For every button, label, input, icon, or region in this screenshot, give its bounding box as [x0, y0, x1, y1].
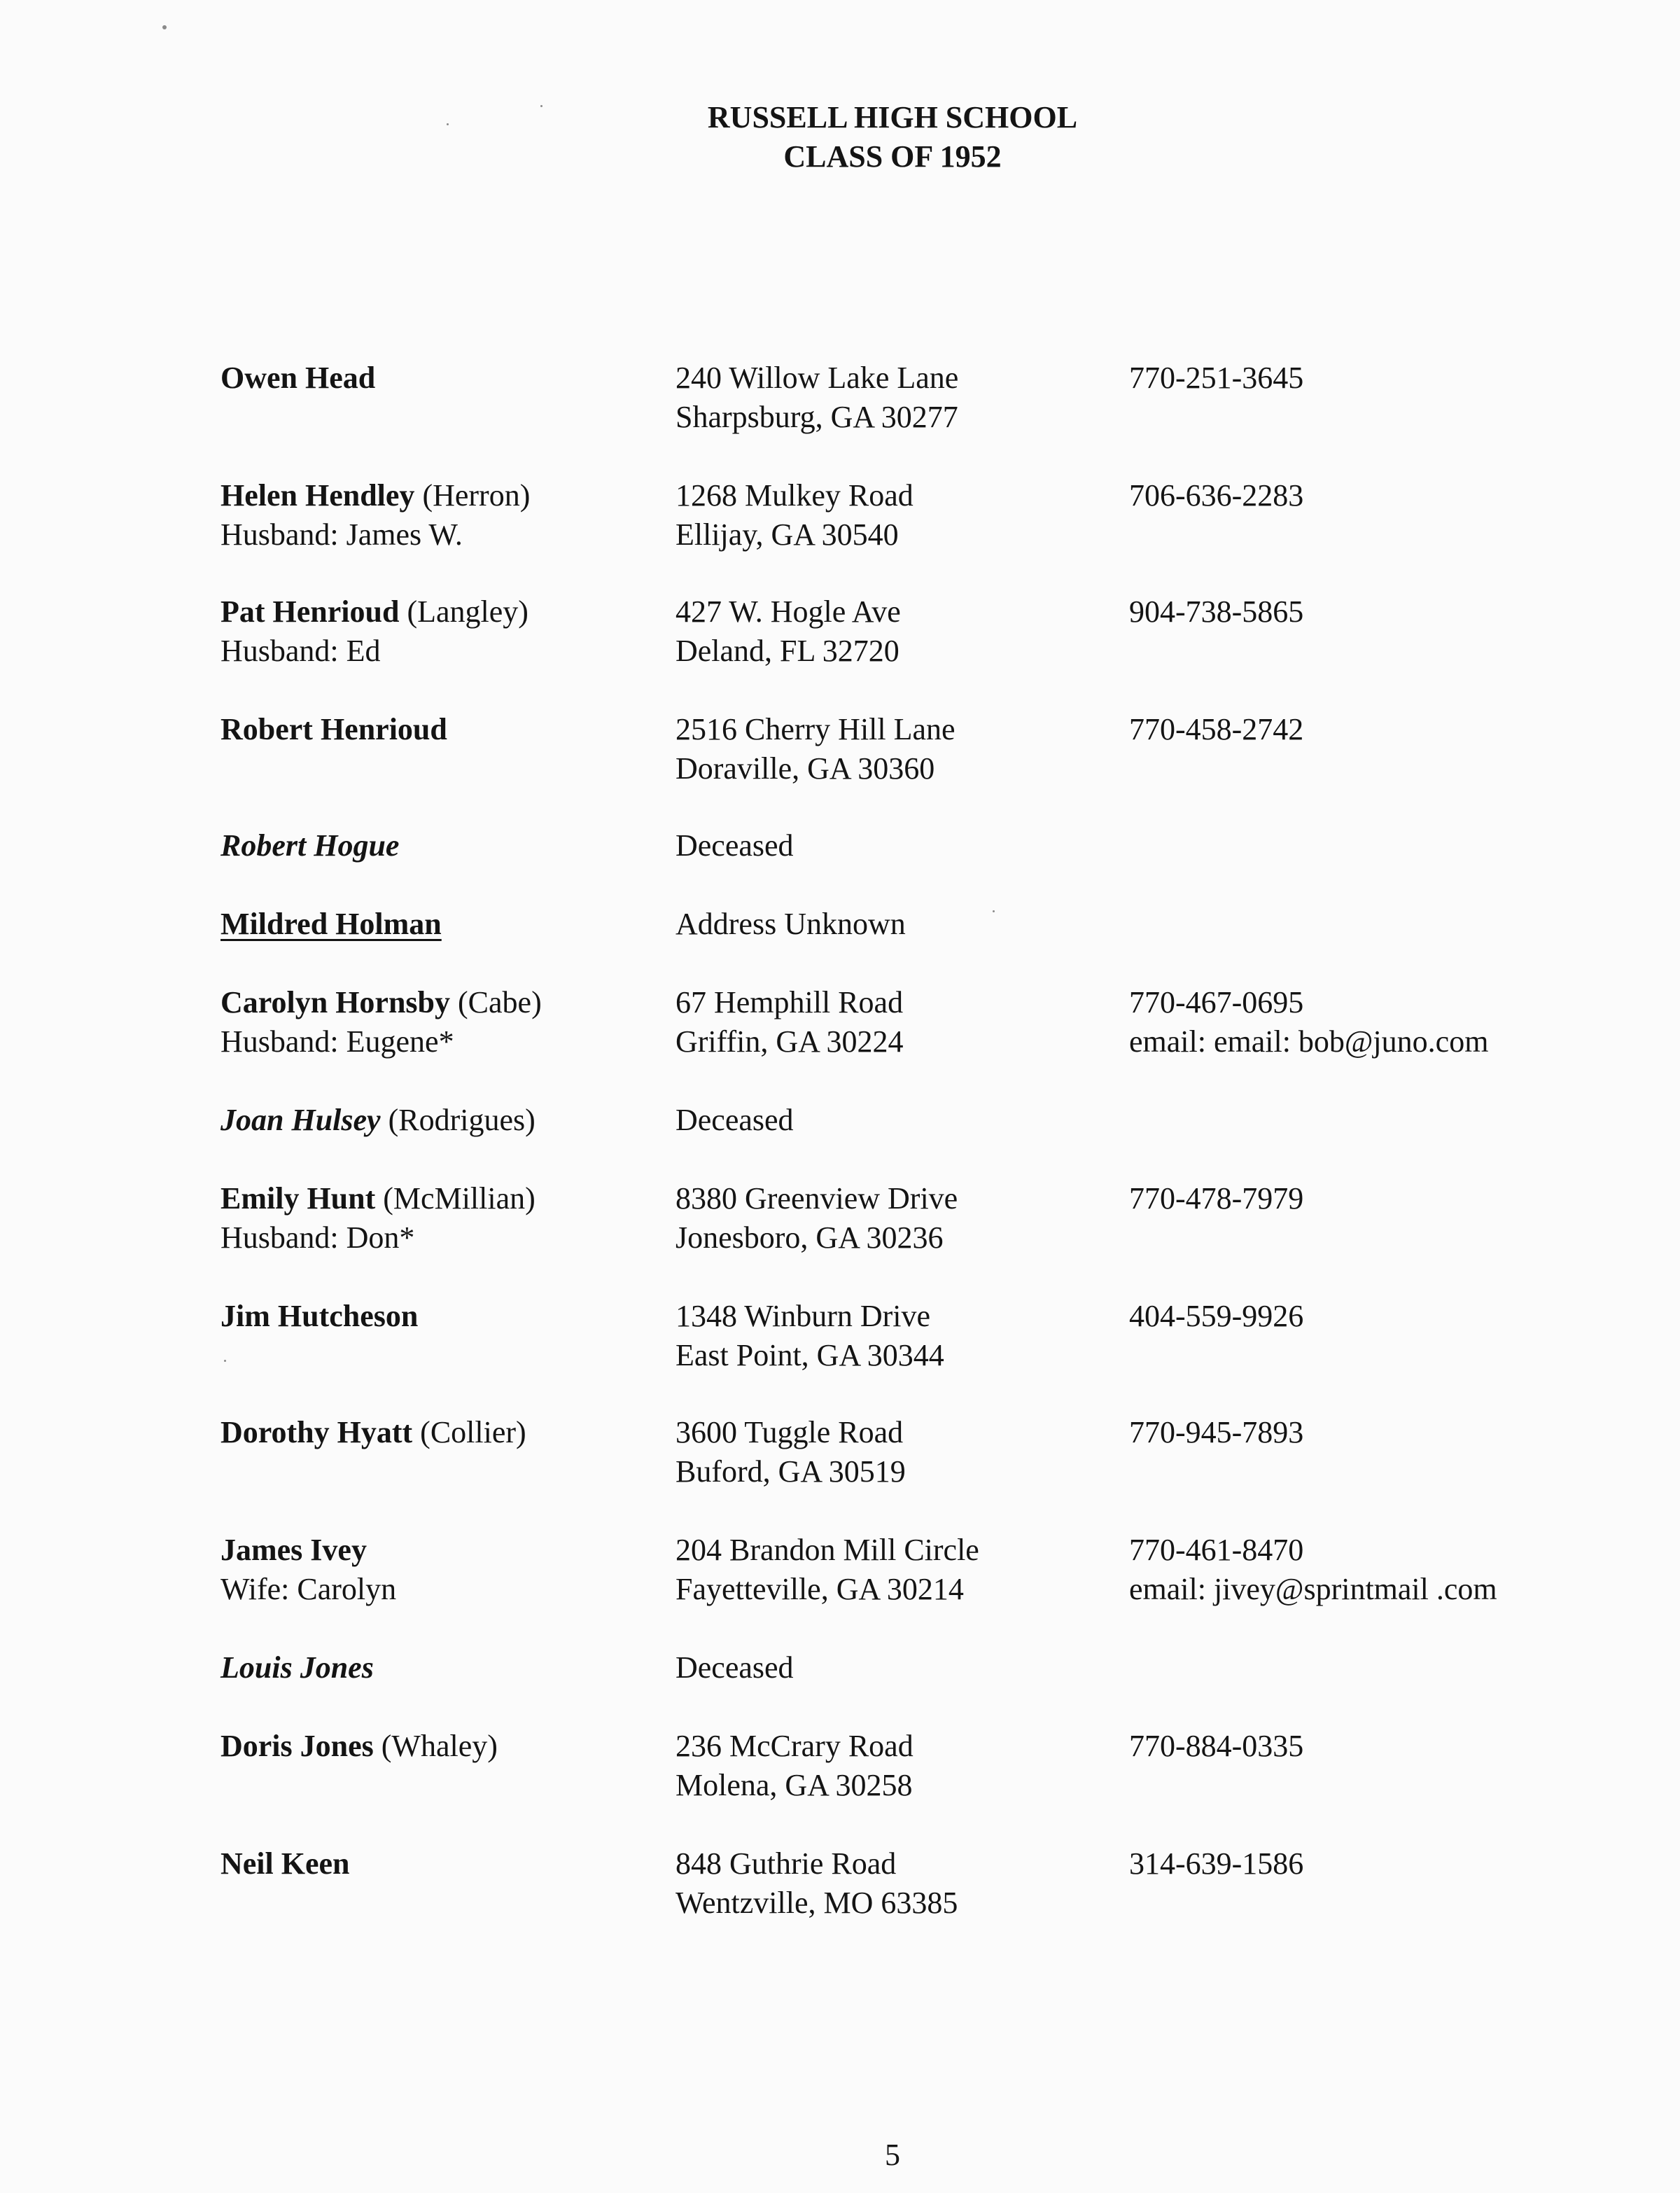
address-line-1: 848 Guthrie Road	[676, 1846, 897, 1881]
address-column	[676, 1179, 958, 1258]
page-number: 5	[885, 2138, 900, 2172]
maiden-name: (Langley)	[407, 594, 528, 629]
scan-speck	[162, 25, 167, 29]
spouse-name: Husband: Eugene*	[220, 1024, 454, 1059]
name-column	[220, 1727, 498, 1766]
phone-number: 770-884-0335	[1129, 1729, 1304, 1763]
contact-column	[1129, 476, 1303, 515]
scan-speck	[447, 123, 449, 125]
name-column	[220, 1101, 536, 1140]
address-line-2: Sharpsburg, GA 30277	[676, 400, 958, 434]
address-column	[676, 983, 904, 1061]
address-line-2: Ellijay, GA 30540	[676, 517, 899, 552]
address-column	[676, 1727, 913, 1805]
person-name: Robert Henrioud	[220, 712, 447, 746]
phone-number: 770-467-0695	[1129, 985, 1304, 1019]
person-name: Louis Jones	[220, 1650, 374, 1685]
email-address: email: email: bob@juno.com	[1129, 1024, 1489, 1059]
name-column	[220, 1297, 418, 1336]
address-column	[676, 592, 901, 671]
spouse-name: Husband: Ed	[220, 634, 381, 668]
person-name: Emily Hunt	[220, 1181, 376, 1216]
address-line-2: Molena, GA 30258	[676, 1768, 913, 1802]
name-column	[220, 1531, 396, 1609]
address-line-1: Deceased	[676, 1650, 794, 1685]
person-name: Robert Hogue	[220, 828, 400, 863]
person-name: Helen Hendley	[220, 478, 415, 513]
person-name: Doris Jones	[220, 1729, 374, 1763]
contact-column	[1129, 592, 1303, 632]
address-column	[676, 1297, 944, 1375]
person-name: Mildred Holman	[220, 907, 442, 941]
address-column	[676, 1844, 958, 1923]
person-name: Joan Hulsey	[220, 1103, 381, 1137]
address-line-2: Buford, GA 30519	[676, 1454, 906, 1489]
address-line-1: 1348 Winburn Drive	[676, 1299, 931, 1333]
name-line	[220, 1531, 396, 1570]
contact-column	[1129, 983, 1488, 1061]
address-column	[676, 1648, 794, 1687]
address-column	[676, 358, 958, 437]
name-line	[220, 1413, 526, 1452]
phone-number: 904-738-5865	[1129, 594, 1304, 629]
address-line-1: 8380 Greenview Drive	[676, 1181, 958, 1216]
spouse-name: Husband: James W.	[220, 517, 463, 552]
address-line-2: Griffin, GA 30224	[676, 1024, 904, 1059]
contact-column	[1129, 1531, 1497, 1609]
maiden-name: (Rodrigues)	[388, 1103, 536, 1137]
phone-number: 314-639-1586	[1129, 1846, 1304, 1881]
contact-column	[1129, 1179, 1303, 1218]
contact-column	[1129, 358, 1303, 398]
phone-number: 770-478-7979	[1129, 1181, 1304, 1216]
address-column	[676, 1101, 794, 1140]
address-column	[676, 710, 955, 788]
person-name: Jim Hutcheson	[220, 1299, 419, 1333]
address-line-1: 67 Hemphill Road	[676, 985, 904, 1019]
address-line-2: Doraville, GA 30360	[676, 751, 935, 786]
maiden-name: (Collier)	[420, 1415, 526, 1449]
address-column	[676, 1531, 979, 1609]
name-line	[220, 476, 530, 515]
address-line-1: Deceased	[676, 828, 794, 863]
name-column	[220, 1413, 526, 1452]
address-line-2: Deland, FL 32720	[676, 634, 899, 668]
address-line-2: Jonesboro, GA 30236	[676, 1220, 944, 1255]
phone-number: 770-458-2742	[1129, 712, 1304, 746]
email-address: email: jivey@sprintmail .com	[1129, 1572, 1497, 1606]
name-column	[220, 905, 442, 944]
contact-column	[1129, 1413, 1303, 1452]
phone-number: 706-636-2283	[1129, 478, 1304, 513]
school-title: RUSSELL HIGH SCHOOL	[707, 100, 1078, 134]
scan-speck	[224, 1360, 226, 1362]
address-line-2: East Point, GA 30344	[676, 1338, 944, 1372]
person-name: Neil Keen	[220, 1846, 350, 1881]
person-name: Dorothy Hyatt	[220, 1415, 413, 1449]
contact-column	[1129, 710, 1303, 749]
address-column	[676, 476, 913, 555]
name-column	[220, 1648, 374, 1687]
address-line-1: Deceased	[676, 1103, 794, 1137]
name-line	[220, 1648, 374, 1687]
address-line-1: 236 McCrary Road	[676, 1729, 913, 1763]
contact-column	[1129, 1297, 1303, 1336]
name-line	[220, 1844, 350, 1884]
person-name: Owen Head	[220, 361, 376, 395]
contact-column	[1129, 1844, 1303, 1884]
spouse-name: Husband: Don*	[220, 1220, 415, 1255]
person-name: James Ivey	[220, 1533, 367, 1567]
address-line-1: Address Unknown	[676, 907, 906, 941]
name-column	[220, 358, 375, 398]
name-column	[220, 592, 528, 671]
address-column	[676, 826, 794, 865]
phone-number: 404-559-9926	[1129, 1299, 1304, 1333]
address-line-1: 2516 Cherry Hill Lane	[676, 712, 955, 746]
address-line-1: 427 W. Hogle Ave	[676, 594, 901, 629]
name-column	[220, 983, 542, 1061]
address-line-1: 1268 Mulkey Road	[676, 478, 913, 513]
phone-number: 770-945-7893	[1129, 1415, 1304, 1449]
name-line	[220, 592, 528, 632]
name-column	[220, 710, 447, 749]
name-line	[220, 1101, 536, 1140]
maiden-name: (McMillian)	[383, 1181, 536, 1216]
address-column	[676, 905, 906, 944]
name-column	[220, 1179, 536, 1258]
name-line	[220, 710, 447, 749]
address-line-1: 3600 Tuggle Road	[676, 1415, 904, 1449]
maiden-name: (Herron)	[422, 478, 531, 513]
address-line-1: 204 Brandon Mill Circle	[676, 1533, 979, 1567]
name-line	[220, 1727, 498, 1766]
name-line	[220, 1297, 418, 1336]
name-line	[220, 358, 375, 398]
address-line-2: Fayetteville, GA 30214	[676, 1572, 964, 1606]
spouse-name: Wife: Carolyn	[220, 1572, 397, 1606]
contact-column	[1129, 1727, 1303, 1766]
name-column	[220, 476, 530, 555]
class-year-title: CLASS OF 1952	[783, 139, 1002, 174]
maiden-name: (Cabe)	[458, 985, 542, 1019]
address-column	[676, 1413, 906, 1491]
name-line	[220, 826, 399, 865]
person-name: Pat Henrioud	[220, 594, 400, 629]
address-line-1: 240 Willow Lake Lane	[676, 361, 959, 395]
person-name: Carolyn Hornsby	[220, 985, 451, 1019]
name-column	[220, 1844, 350, 1884]
name-line	[220, 1179, 536, 1218]
name-column	[220, 826, 399, 865]
scan-speck	[993, 910, 995, 912]
phone-number: 770-251-3645	[1129, 361, 1304, 395]
name-line	[220, 905, 442, 944]
address-line-2: Wentzville, MO 63385	[676, 1886, 958, 1920]
scan-speck	[540, 105, 542, 107]
name-line	[220, 983, 542, 1022]
phone-number: 770-461-8470	[1129, 1533, 1304, 1567]
maiden-name: (Whaley)	[381, 1729, 498, 1763]
